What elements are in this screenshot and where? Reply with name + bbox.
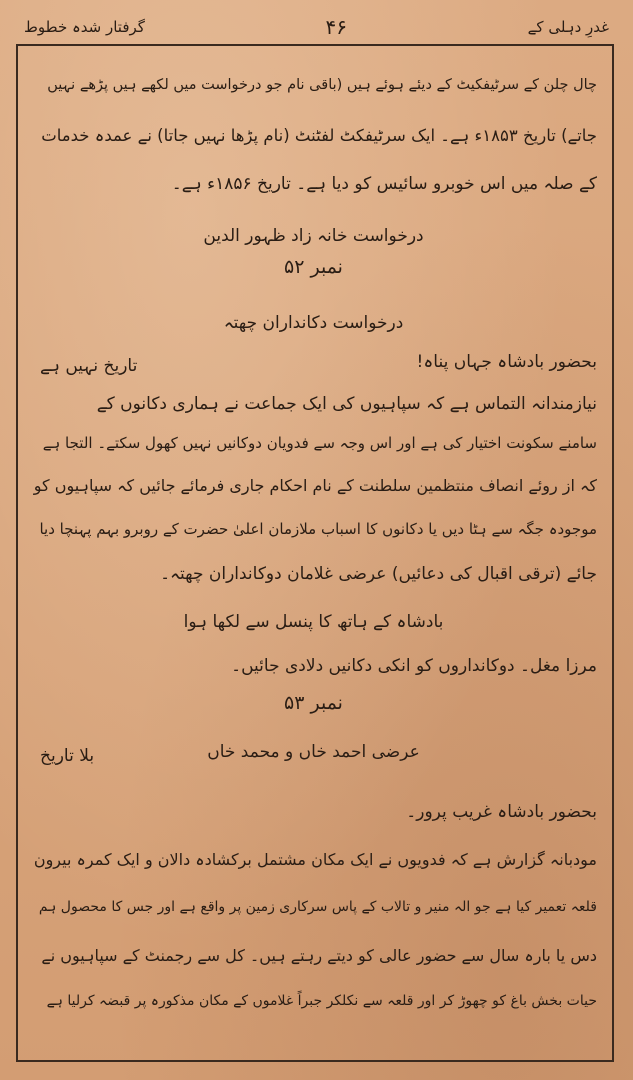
- letter-title: عرضی احمد خاں و محمد خاں: [207, 742, 420, 762]
- running-head-right: غدرِ دہلی کے: [527, 18, 609, 36]
- body-line: دس یا بارہ سال سے حضور عالی کو دیتے رہتے ہیں۔ کل سے رجمنٹ کے سپاہیوں نے: [41, 946, 597, 965]
- signature-line: درخواست خانہ زاد ظہور الدین: [203, 226, 424, 246]
- body-line: کہ از روئے انصاف منتظمین سلطنت کے نام احکام جاری فرمائے جائیں کہ سپاہیوں کو: [33, 476, 597, 495]
- body-line: مودبانہ گزارش ہے کہ فدویوں نے ایک مکان مشتمل برکشادہ دالان و ایک کمرہ بیرون: [33, 850, 597, 869]
- page-header: [24, 10, 609, 44]
- salutation: بحضور بادشاہ غریب پرور۔: [406, 802, 597, 822]
- body-line: سامنے سکونت اختیار کی ہے اور اس وجہ سے فدویان دوکانیں نہیں کھول سکتے۔ التجا ہے: [42, 434, 597, 452]
- body-line: موجودہ جگہ سے ہٹا دیں یا دکانوں کا اسباب ملازمان اعلیٰ حضرت کے روبرو بہم پہنچا دیا: [39, 520, 597, 538]
- salutation: بحضور بادشاہ جہاں پناہ!: [416, 352, 597, 372]
- running-head-left: گرفتار شدہ خطوط: [24, 18, 145, 36]
- letter-number: نمبر ۵۳: [284, 692, 343, 714]
- letter-title: درخواست دکانداران چھتہ: [223, 313, 404, 333]
- page-number: ۴۶: [325, 15, 348, 39]
- page-body: [30, 58, 597, 1056]
- body-line: کے صلہ میں اس خوبرو سائیس کو دیا ہے۔ تاریخ ۱۸۵۶ء ہے۔: [171, 174, 597, 194]
- body-line: قلعہ تعمیر کیا ہے جو الہ منیر و تالاب کے پاس سرکاری زمین پر واقع ہے اور جس کا محصول ہم: [38, 899, 597, 915]
- body-line: نیازمندانہ التماس ہے کہ سپاہیوں کی ایک جماعت نے ہماری دکانوں کے: [96, 394, 597, 414]
- royal-note: بادشاہ کے ہاتھ کا پنسل سے لکھا ہوا: [183, 612, 444, 632]
- date-note: بلا تاریخ: [40, 746, 95, 766]
- body-line: جائے (ترقی اقبال کی دعائیں) عرضی غلامان دوکانداران چھتہ۔: [160, 564, 597, 584]
- royal-order: مرزا مغل۔ دوکانداروں کو انکی دکانیں دلادی جائیں۔: [231, 656, 597, 676]
- date-note: تاریخ نہیں ہے: [40, 356, 138, 376]
- body-line: جاتے) تاریخ ۱۸۵۳ء ہے۔ ایک سرٹیفکٹ لفٹنٹ (نام پڑھا نہیں جاتا) نے عمدہ خدمات: [41, 126, 597, 145]
- body-line: چال چلن کے سرٹیفکیٹ کے دیئے ہوئے ہیں (باقی نام جو درخواست میں لکھے ہیں پڑھے نہیں: [47, 77, 597, 93]
- body-line: حیات بخش باغ کو چھوڑ کر اور قلعہ سے نکلکر جبراً غلاموں کے مکان مذکورہ پر قبضہ کرلیا ہے: [46, 993, 597, 1009]
- letter-number: نمبر ۵۲: [284, 256, 343, 278]
